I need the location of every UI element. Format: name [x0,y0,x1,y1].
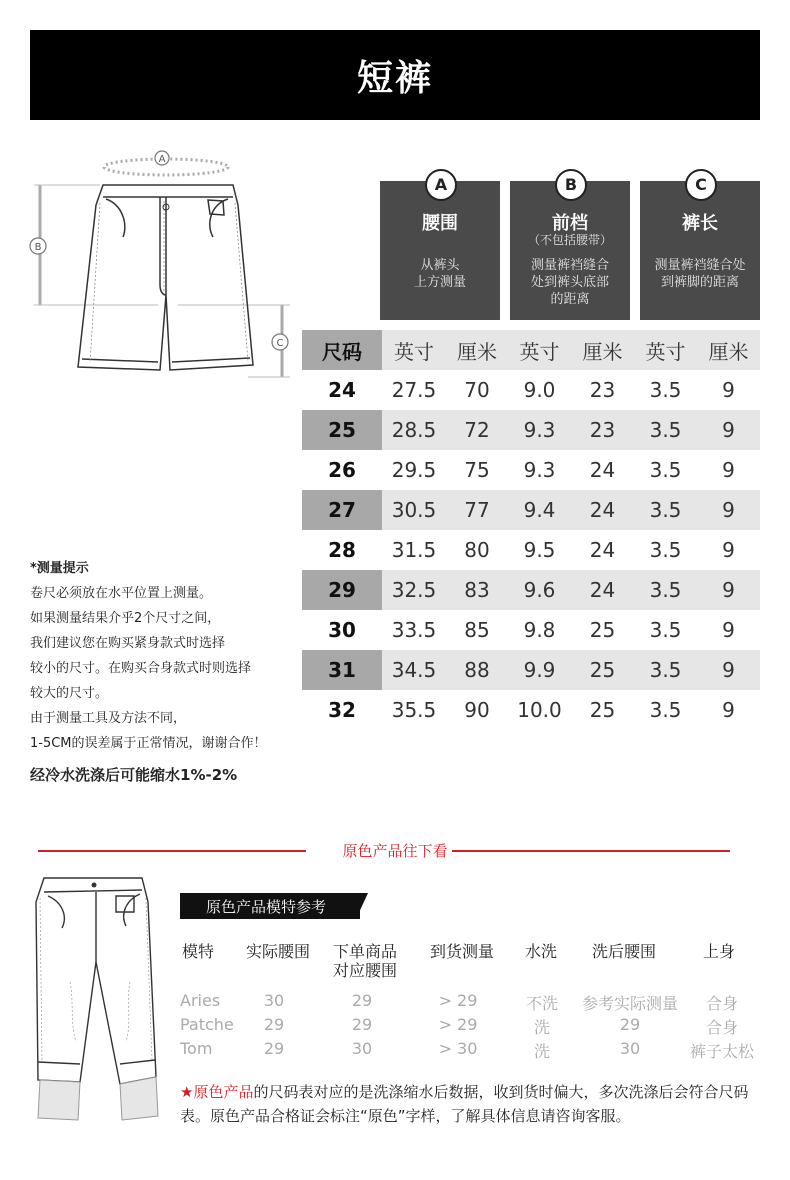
model-cell: > 30 [438,1039,478,1058]
shorts-outline [78,185,253,370]
tip-line: 较大的尺寸。 [30,686,109,701]
page-title: 短裤 [30,30,760,120]
table-row [302,410,760,450]
column-header: 厘米 [571,330,634,370]
tip-line: 由于测量工具及方法不同， [30,711,187,726]
table-cell: 3.5 [634,490,697,530]
shorts-diagram [28,145,298,385]
label-c: C [276,338,284,349]
size-value: 26 [328,458,356,482]
header-desc-rise: 测量裤裆缝合 处到裤头底部 的距离 [530,258,609,307]
table-cell: 83 [446,570,508,610]
table-cell: 3.5 [634,650,697,690]
table-cell: 9 [697,410,760,450]
tips-heading: *测量提示 [30,561,89,576]
table-cell: 9 [722,618,735,642]
model-header: 到货测量 [429,942,494,961]
size-value: 24 [328,378,356,402]
model-header: 实际腰围 [245,942,310,961]
model-cell: 30 [263,991,285,1010]
table-cell: 3.5 [634,410,697,450]
model-cell: 30 [351,1039,373,1058]
model-cell: 29 [351,991,373,1010]
table-cell: 3.5 [649,378,682,402]
model-name: Aries [180,991,221,1010]
model-cell: 参考实际测量 [581,994,678,1013]
shrink-note: 经冷水洗涤后可能缩水1%-2% [30,766,238,784]
size-value: 29 [302,570,382,610]
model-header: 上身 [702,942,735,961]
table-row [302,610,760,650]
label-a: A [158,154,166,165]
table-cell: 90 [464,698,490,722]
header-desc-waist: 从裤头 上方测量 [413,258,466,290]
model-cell: 30 [619,1039,641,1058]
tip-line: 如果测量结果介乎2个尺寸之间， [30,611,221,626]
table-cell: 75 [464,458,490,482]
table-cell: 24 [571,490,634,530]
table-cell: 24 [589,458,616,482]
model-cell: 合身 [705,994,738,1013]
table-row [302,490,760,530]
table-cell: 32.5 [382,570,446,610]
table-cell: 3.5 [649,538,682,562]
model-header: 下单商品 对应腰围 [332,942,397,980]
column-header: 英寸 [508,330,571,370]
table-cell: 9 [697,490,760,530]
table-cell: 27.5 [391,378,437,402]
table-cell: 9.3 [508,410,571,450]
header-title-length: 裤长 [682,213,718,234]
header-desc-length: 测量裤裆缝合处 到裤脚的距离 [654,258,746,290]
header-title-waist: 腰围 [422,213,458,234]
table-cell: 9.9 [508,650,571,690]
table-cell: 24 [571,570,634,610]
table-cell: 9.5 [523,538,556,562]
model-cell: 29 [263,1039,285,1058]
table-cell: 9 [722,698,735,722]
header-card-waist [380,175,500,320]
tip-line: 我们建议您在购买紧身款式时选择 [30,636,226,651]
table-row [302,650,760,690]
table-cell: 3.5 [649,458,682,482]
column-header: 厘米 [697,330,760,370]
table-cell: 9.4 [508,490,571,530]
model-header: 水洗 [524,942,557,961]
size-value: 32 [328,698,356,722]
table-cell: 9.6 [508,570,571,610]
table-cell: 70 [464,378,490,402]
column-header: 厘米 [446,330,508,370]
model-cell: 29 [351,1015,373,1034]
table-cell: 3.5 [634,570,697,610]
table-cell: 80 [464,538,490,562]
model-header: 模特 [181,942,214,961]
table-row [302,570,760,610]
table-cell: 72 [446,410,508,450]
raw-denim-label: ★原色产品 [180,1083,254,1101]
circle-a: A [425,169,457,201]
table-cell: 23 [589,378,616,402]
table-row [302,370,760,410]
circle-c: C [685,169,717,201]
table-cell: 3.5 [649,618,682,642]
table-cell: 9 [697,570,760,610]
model-cell: > 29 [438,1015,478,1034]
table-cell: 85 [464,618,490,642]
raw-denim-note-text: 的尺码表对应的是洗涤缩水后数据，收到货时偏大，多次洗涤后会符合尺码表。原色产品合格证会标注“原色”字样，了解具体信息请咨询客服。 [180,1083,749,1125]
divider-line-right [452,850,730,852]
table-cell: 9 [722,538,735,562]
tip-line: 卷尺必须放在水平位置上测量。 [30,586,213,601]
header-subtitle-rise: （不包括腰带） [527,233,612,247]
column-header: 英寸 [382,330,446,370]
model-cell: 合身 [705,1018,738,1037]
header-title-rise: 前档 [552,213,588,234]
header-card-rise [510,175,630,320]
table-cell: 9.3 [523,458,556,482]
size-table [302,330,760,730]
raw-denim-note [180,1080,760,1128]
table-cell: 25 [589,618,616,642]
table-cell: 88 [446,650,508,690]
divider-text: 原色产品往下看 [342,842,448,860]
table-header-row [302,330,760,370]
table-cell: 77 [446,490,508,530]
column-header: 尺码 [302,330,382,370]
table-cell: 23 [571,410,634,450]
header-card-length [640,175,760,320]
circle-b: B [555,169,587,201]
table-row [302,530,760,570]
jeans-diagram [30,872,165,1122]
model-cell: 洗 [533,1018,550,1037]
size-value: 28 [328,538,356,562]
table-cell: 10.0 [517,698,562,722]
tip-line: 较小的尺寸。在购买合身款式时则选择 [30,661,252,676]
table-cell: 9.0 [523,378,556,402]
model-reference-tag [180,893,372,919]
table-cell: 29.5 [391,458,437,482]
label-b: B [34,242,42,253]
table-cell: 34.5 [382,650,446,690]
table-cell: 3.5 [649,698,682,722]
table-cell: 33.5 [391,618,437,642]
table-cell: 25 [571,650,634,690]
size-value: 30 [328,618,356,642]
table-row [302,690,760,730]
table-cell: 9 [697,650,760,690]
model-name: Tom [180,1039,213,1058]
table-cell: 31.5 [391,538,437,562]
table-cell: 28.5 [382,410,446,450]
size-value: 27 [302,490,382,530]
divider-line-left [38,850,306,852]
table-cell: 9.8 [523,618,556,642]
table-cell: 25 [589,698,616,722]
size-value: 25 [302,410,382,450]
model-header: 洗后腰围 [591,942,656,961]
table-cell: 35.5 [391,698,437,722]
table-row [302,450,760,490]
column-header: 英寸 [634,330,697,370]
size-value: 31 [302,650,382,690]
table-cell: 30.5 [382,490,446,530]
model-cell: 洗 [533,1042,550,1061]
table-cell: 9 [722,458,735,482]
table-cell: 9 [722,378,735,402]
model-name: Patche [180,1015,234,1034]
model-cell: 29 [263,1015,285,1034]
tip-line: 1-5CM的误差属于正常情况，谢谢合作！ [30,736,267,751]
model-cell: 不洗 [525,994,558,1013]
model-cell: 裤子太松 [689,1042,754,1061]
table-cell: 24 [589,538,616,562]
model-cell: 29 [619,1015,641,1034]
model-cell: > 29 [438,991,478,1010]
model-reference-tag-label: 原色产品模特参考 [206,898,327,916]
